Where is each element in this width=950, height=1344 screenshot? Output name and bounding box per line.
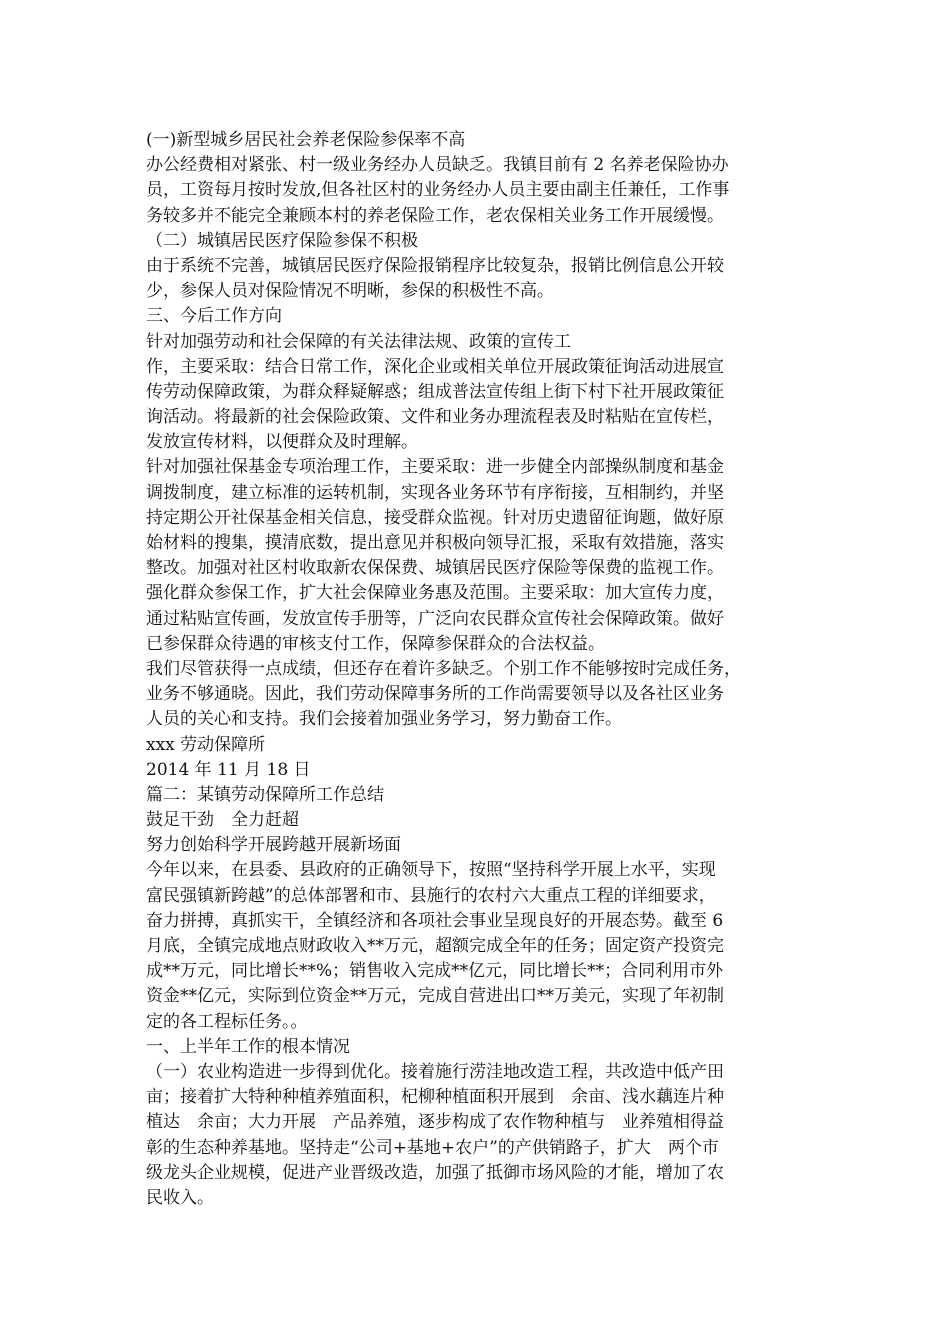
text-line: 发放宣传材料，以便群众及时理解。 [146,432,418,453]
chapter-title: 篇二：某镇劳动保障所工作总结 [146,784,384,805]
text-line: 整改。加强对社区村收取新农保保费、城镇居民医疗保险等保费的监视工作。 [146,558,724,579]
text-line: 今年以来，在县委、县政府的正确领导下，按照“坚持科学开展上水平，实现 [146,860,716,881]
text-line: 亩；接着扩大特种种植养殖面积，杞柳种植面积开展到 余亩、浅水藕连片种 [146,1087,724,1108]
text-line: 调拨制度，建立标准的运转机制，实现各业务环节有序衔接，互相制约，并坚 [146,482,724,503]
text-line: 成**万元，同比增长**%；销售收入完成**亿元，同比增长**；合同利用市外 [146,961,724,982]
text-line: 始材料的搜集，摸清底数，提出意见并积极向领导汇报，采取有效措施，落实 [146,533,724,553]
text-line: (一)新型城乡居民社会养老保险参保率不高 [146,130,466,150]
text-line: 办公经费相对紧张、村一级业务经办人员缺乏。我镇目前有 2 名养老保险协办 [146,155,729,176]
text-line: 民收入。 [146,1187,214,1208]
text-line: 持定期公开社保基金相关信息，接受群众监视。针对历史遗留征询题，做好原 [146,507,724,528]
text-line: 彰的生态种养基地。坚持走“公司+基地+农户”的产供销路子，扩大 两个市 [146,1137,719,1158]
text-line: 业务不够通晓。因此，我们劳动保障事务所的工作尚需要领导以及各社区业务 [146,684,724,705]
text-line: 通过粘贴宣传画，发放宣传手册等，广泛向农民群众宣传社会保障政策。做好 [146,608,724,629]
subtitle: 鼓足干劲 全力赶超 [146,810,299,831]
text-line: 已参保群众待遇的审核支付工作，保障参保群众的合法权益。 [146,633,605,654]
text-line: 资金**亿元，实际到位资金**万元，完成自营进出口**万美元，实现了年初制 [146,986,724,1007]
text-line: 针对加强劳动和社会保障的有关法律法规、政策的宣传工 [146,331,571,352]
text-line: 植达 余亩；大力开展 产品养殖，逐步构成了农作物种植与 业养殖相得益 [146,1112,724,1133]
text-line: 少，参保人员对保险情况不明晰，参保的积极性不高。 [146,281,554,302]
subtitle: 努力创始科学开展跨越开展新场面 [146,835,401,856]
text-line: 级龙头企业规模，促进产业晋级改造，加强了抵御市场风险的才能，增加了农 [146,1162,724,1183]
text-line: 作，主要采取：结合日常工作，深化企业或相关单位开展政策征询活动进展宣 [146,356,724,377]
text-line: 员，工资每月按时发放,但各社区村的业务经办人员主要由副主任兼任，工作事 [146,180,730,201]
text-line: 针对加强社保基金专项治理工作，主要采取：进一步健全内部操纵制度和基金 [146,457,724,478]
signature-date: 2014 年 11 月 18 日 [146,759,311,780]
section-heading: 一、上半年工作的根本情况 [146,1036,350,1057]
text-line: （一）农业构造进一步得到优化。接着施行涝洼地改造工程，共改造中低产田 [146,1061,724,1082]
text-line: 强化群众参保工作，扩大社会保障业务惠及范围。主要采取：加大宣传力度， [146,583,724,604]
text-line: 我们尽管获得一点成绩，但还存在着许多缺乏。个别工作不能够按时完成任务， [146,658,741,679]
text-line: 询活动。将最新的社会保险政策、文件和业务办理流程表及时粘贴在宣传栏， [146,407,724,428]
signature-org: xxx 劳动保障所 [146,734,266,755]
text-line: 传劳动保障政策，为群众释疑解惑；组成普法宣传组上街下村下社开展政策征 [146,381,724,402]
text-line: 定的各工程标任务。。 [146,1011,308,1032]
text-line: 月底，全镇完成地点财政收入**万元，超额完成全年的任务；固定资产投资完 [146,936,724,956]
text-line: 奋力拼搏，真抓实干，全镇经济和各项社会事业呈现良好的开展态势。截至 6 [146,910,724,931]
document-body [146,128,816,1211]
text-line: （二）城镇居民医疗保险参保不积极 [146,230,418,251]
section-heading: 三、今后工作方向 [146,306,282,327]
text-line: 由于系统不完善，城镇居民医疗保险报销程序比较复杂，报销比例信息公开较 [146,255,724,276]
text-line: 人员的关心和支持。我们会接着加强业务学习，努力勤奋工作。 [146,709,622,730]
text-line: 务较多并不能完全兼顾本村的养老保险工作，老农保相关业务工作开展缓慢。 [146,205,724,226]
text-line: 富民强镇新跨越”的总体部署和市、县施行的农村六大重点工程的详细要求， [146,885,716,906]
